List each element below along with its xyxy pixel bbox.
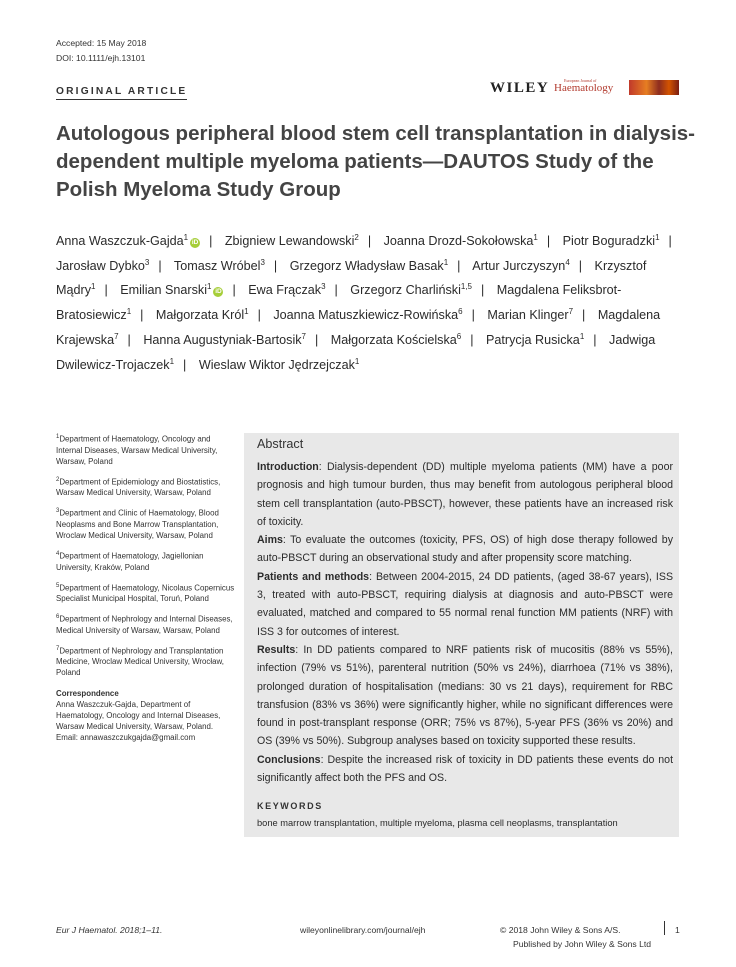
author-name: Tomasz Wróbel [173,258,261,273]
abstract-section: Patients and methods: Between 2004-2015, 24 DD patients, (aged 38-67 years), ISS 3, treated with auto-PBSCT, requiring dialysis at diagnosis and auto-PBSCT were evaluated, matched and compared to 55 normal renal function MM patients (NRF) with ISS 3 for outcomes of interest. [257,570,674,638]
author-separator: | [470,332,474,347]
author-list [56,229,696,377]
affiliation-marker: 6 [56,614,60,621]
abstract-section: Aims: To evaluate the outcomes (toxicity, PFS, OS) of high dose therapy followed by auto-PBSCT during an observational study and after propensity score matching. [257,534,673,565]
author-affiliation-marker: 2 [354,232,359,242]
author-affiliation-marker: 1 [655,232,660,242]
author-affiliation-marker: 4 [565,257,570,267]
author-name: Wieslaw Wiktor Jędrzejczak [198,357,355,372]
author-affiliation-marker: 3 [321,282,326,292]
author-affiliation-marker: 1 [244,306,249,316]
abstract-section-text: In DD patients compared to NRF patients risk of mucositis (88% vs 55%), infection (79% vs 51%), parenteral nutrition (50% vs 24%), diarrhoea (71% vs 38%), prolonged duration of hospitalisation (medians: 30 vs 21 days), requirement for RBC transfusion (83% vs 36%) were significantly higher, while no significant differences were found in post-transplant response (ORR; 75% vs 87%), 5-year PFS (36% vs 20%) and OS (39% vs 50%). Subgroup analyses based on toxicity supported these results. [257,643,673,748]
author-name: Magdalena Feliksbrot-Bratosiewicz [56,283,622,323]
journal-cover-thumbnail [629,80,679,95]
author-separator: | [367,234,372,248]
author-affiliation-marker: 3 [260,257,265,267]
author-affiliation-marker: 7 [568,306,574,316]
abstract-section-label: Results [257,643,296,656]
affiliation-text: Department of Nephrology and Transplantation Medicine, Wroclaw Medical University, Wrocław, Poland [56,646,224,678]
author-name: Grzegorz Władysław Basak [289,258,444,273]
abstract-section-text: Dialysis-dependent (DD) multiple myeloma patients (MM) have a poor prognosis and high tumour burden, thus may benefit from autologous peripheral blood stem cell transplantation (auto-PBSCT), however, these patients have an increased risk of toxicity. [257,461,673,528]
author-separator: | [546,234,551,248]
page-number: 1 [675,925,680,935]
article-type: ORIGINAL ARTICLE [56,86,187,100]
author-name: Artur Jurczyszyn [472,258,566,273]
affiliation-marker: 1 [56,434,60,440]
author-affiliation-marker: 1 [443,257,449,267]
abstract-section-label: Introduction [257,461,319,473]
author-name: Małgorzata Król [155,308,245,323]
affiliation-marker: 5 [56,582,60,589]
author-affiliation-marker: 7 [301,331,306,341]
abstract-section: Results: In DD patients compared to NRF patients risk of mucositis (88% vs 55%), infection (79% vs 51%), parenteral nutrition (50% vs 24%), diarrhoea (71% vs 38%), prolonged duration of hospitalisation (medians: 30 vs 21 days), requirement for RBC transfusion (83% vs 36%) were significantly higher, while no significant differences were found in post-transplant response (ORR; 75% vs 87%), 5-year PFS (36% vs 20%) and OS (39% vs 50%). Subgroup analyses based on toxicity supported these results. [257,643,673,748]
orcid-icon[interactable]: iD [191,239,199,246]
author-name: Piotr Boguradzki [562,234,656,248]
author-name: Zbigniew Lewandowski [224,234,355,248]
doi: DOI: 10.1111/ejh.13101 [56,53,146,63]
author-separator: | [104,283,108,298]
keywords-heading: KEYWORDS [257,801,323,811]
footer-url[interactable]: wileyonlinelibrary.com/journal/ejh [300,925,426,935]
orcid-icon[interactable]: iD [215,288,222,296]
footer-journal: Eur J Haematol. 2018;1–11. [56,925,163,935]
author-name: Grzegorz Charliński [350,283,461,298]
author-name: Ewa Frączak [248,283,322,298]
footer-copyright: © 2018 John Wiley & Sons A/S. [500,925,621,935]
author-separator: | [183,357,187,372]
author-affiliation-marker: 1 [183,232,189,242]
author-name: Anna Waszczuk-Gajda [56,234,184,248]
correspondence-heading: Correspondence [56,689,119,699]
abstract-body [257,458,673,787]
correspondence-text: Anna Waszczuk-Gajda, Department of Haematology, Oncology and Internal Diseases, Warsaw Medical University, Warsaw, Poland. [56,700,221,732]
author-name: Joanna Matuszkiewicz-Rowińska [273,308,459,323]
author-affiliation-marker: 1 [126,306,132,316]
affiliation-marker: 4 [56,550,60,557]
author-separator: | [334,283,338,298]
author-name: Magdalena Krajewska [56,308,661,347]
affiliation-item [56,432,236,467]
affiliation-text: Department of Haematology, Nicolaus Copernicus Specialist Municipal Hospital, Toruń, Poland [56,583,235,604]
author-name: Krzysztof Mądry [56,258,647,298]
affiliation-text: Department of Haematology, Jagiellonian University, Kraków, Poland [56,551,204,572]
author-name: Marian Klinger [487,308,569,323]
journal-logo [554,78,614,94]
author-separator: | [127,332,131,347]
author-affiliation-marker: 6 [458,306,463,316]
abstract-box [244,433,679,837]
article-title: Autologous peripheral blood stem cell transplantation in dialysis-dependent multiple myeloma patients—DAUTOS Study of the Polish Myeloma Study Group [56,122,696,201]
author-affiliation-marker: 7 [114,331,119,341]
author-affiliation-marker: 1 [169,356,175,366]
author-name: Małgorzata Kościelska [330,332,457,347]
affiliation-item [56,581,236,605]
author-separator: | [481,283,485,298]
author-name: Patrycja Rusicka [486,332,580,347]
author-separator: | [140,308,144,323]
correspondence-email[interactable]: Email: annawaszczukgajda@gmail.com [56,733,196,743]
abstract-section: Conclusions: Despite the increased risk of toxicity in DD patients these events do not significantly affect both the PFS and OS. [257,753,674,785]
affiliation-text: Department of Epidemiology and Biostatistics, Warsaw Medical University, Warsaw, Poland [56,477,221,498]
author-separator: | [257,308,261,323]
abstract-section-text: To evaluate the outcomes (toxicity, PFS, OS) of high dose therapy followed by auto-PBSCT during an observational study and after propensity score matching. [257,534,673,565]
author-affiliation-marker: 1 [207,282,212,292]
journal-logo-prefix: European Journal of [564,78,597,83]
author-affiliation-marker: 1 [579,331,585,341]
author-affiliation-marker: 1 [533,232,538,242]
affiliation-item [56,549,236,573]
accepted-date: Accepted: 15 May 2018 [56,38,147,48]
abstract-heading: Abstract [257,437,304,451]
author-separator: | [273,258,278,273]
abstract-section-text: Between 2004-2015, 24 DD patients, (aged 38-67 years), ISS 3, treated with auto-PBSCT, requiring dialysis at diagnosis and auto-PBSCT were evaluated, matched and compared to 55 normal renal function MM patients (NRF) with ISS 3 for outcomes of interest. [257,570,674,638]
author-name: Jadwiga Dwilewicz-Trojaczek [56,332,656,372]
author-separator: | [668,234,672,248]
journal-logo-text: Haematology [554,82,614,94]
abstract-section-label: Patients and methods [257,570,370,583]
author-name: Hanna Augustyniak-Bartosik [143,332,302,347]
author-affiliation-marker: 1 [91,282,96,292]
author-separator: | [232,283,236,298]
affiliation-item [56,644,236,679]
author-name: Emilian Snarski [120,283,208,298]
affiliations [56,432,236,743]
affiliation-item [56,475,236,499]
affiliation-marker: 3 [56,508,60,515]
author-affiliation-marker: 6 [456,331,462,341]
keywords: bone marrow transplantation, multiple myeloma, plasma cell neoplasms, transplantation [257,818,618,828]
author-separator: | [471,308,475,323]
author-separator: | [457,258,461,273]
abstract-section-label: Conclusions [257,753,321,766]
author-separator: | [158,258,162,273]
affiliation-marker: 7 [56,645,60,652]
affiliation-text: Department of Haematology, Oncology and Internal Diseases, Warsaw Medical University, Warsaw, Poland [56,434,218,466]
affiliation-marker: 2 [56,476,60,483]
author-affiliation-marker: 1,5 [460,282,472,292]
author-separator: | [578,258,583,273]
author-affiliation-marker: 3 [144,257,150,267]
affiliation-text: Department and Clinic of Haematology, Blood Neoplasms and Bone Marrow Transplantation, Wroclaw Medical University, Warsaw, Poland [56,508,219,540]
author-separator: | [315,332,319,347]
author-name: Joanna Drozd-Sokołowska [383,234,534,248]
author-separator: | [582,308,586,323]
affiliation-item [56,506,236,541]
footer-divider [664,921,665,935]
affiliation-text: Department of Nephrology and Internal Diseases, Medical University of Warsaw, Warsaw, Poland [56,614,233,635]
publisher-logo: WILEY [490,80,550,96]
author-separator: | [209,234,213,248]
affiliation-item [56,612,236,636]
author-separator: | [593,332,597,347]
abstract-section: Introduction: Dialysis-dependent (DD) multiple myeloma patients (MM) have a poor prognosis and high tumour burden, thus may benefit from autologous peripheral blood stem cell transplantation (auto-PBSCT), however, these patients have an increased risk of toxicity. [257,461,673,528]
abstract-section-label: Aims [257,534,283,547]
abstract-section-text: Despite the increased risk of toxicity in DD patients these events do not significantly affect both the PFS and OS. [257,753,674,785]
author-affiliation-marker: 1 [354,356,360,366]
footer-publisher: Published by John Wiley & Sons Ltd [513,939,652,949]
author-name: Jarosław Dybko [56,258,145,273]
